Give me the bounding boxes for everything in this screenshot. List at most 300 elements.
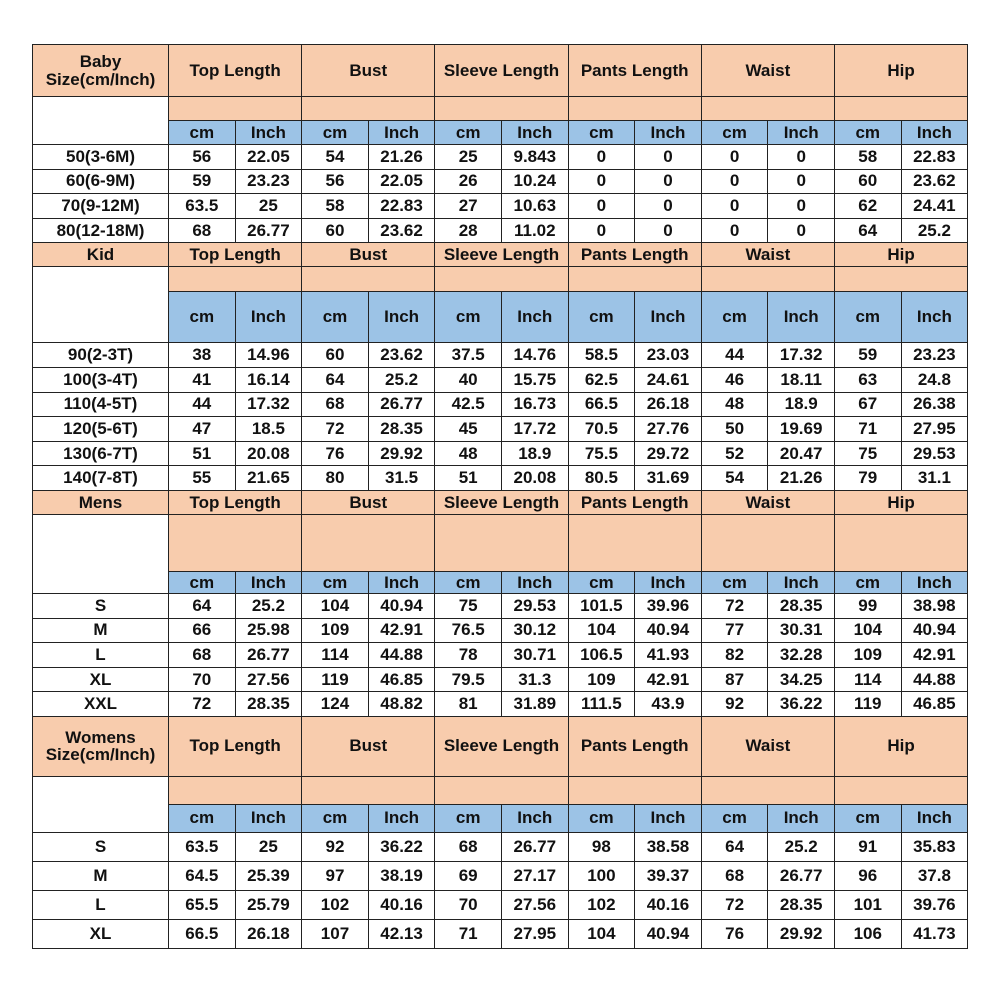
table-row <box>33 194 968 219</box>
section-header-row <box>33 243 968 267</box>
band-cell <box>302 267 435 292</box>
value-cell: 22.83 <box>901 145 968 170</box>
value-cell: 40.94 <box>901 618 968 643</box>
unit-cell: Inch <box>501 571 568 593</box>
value-cell: 92 <box>701 692 768 717</box>
value-cell: 72 <box>701 890 768 919</box>
band-cell <box>302 97 435 121</box>
column-header: Bust <box>302 243 435 267</box>
value-cell: 16.14 <box>235 367 302 392</box>
value-cell: 76 <box>701 919 768 948</box>
value-cell: 20.08 <box>235 441 302 466</box>
value-cell: 40 <box>435 367 502 392</box>
table-row <box>33 692 968 717</box>
table-row <box>33 667 968 692</box>
band-cell <box>435 514 568 571</box>
value-cell: 17.32 <box>768 343 835 368</box>
value-cell: 30.12 <box>501 618 568 643</box>
unit-cell: Inch <box>368 292 435 343</box>
value-cell: 27.76 <box>635 417 702 442</box>
column-header: Pants Length <box>568 243 701 267</box>
size-cell: 70(9-12M) <box>33 194 169 219</box>
value-cell: 0 <box>768 145 835 170</box>
value-cell: 29.92 <box>768 919 835 948</box>
value-cell: 26.77 <box>235 643 302 668</box>
column-header: Hip <box>834 490 967 514</box>
size-cell: M <box>33 861 169 890</box>
unit-cell: Inch <box>501 292 568 343</box>
column-header: Hip <box>834 716 967 776</box>
value-cell: 29.53 <box>501 593 568 618</box>
band-cell <box>302 776 435 804</box>
value-cell: 39.96 <box>635 593 702 618</box>
value-cell: 31.3 <box>501 667 568 692</box>
value-cell: 0 <box>635 218 702 243</box>
value-cell: 25 <box>435 145 502 170</box>
size-cell: 80(12-18M) <box>33 218 169 243</box>
column-header: Waist <box>701 490 834 514</box>
value-cell: 48.82 <box>368 692 435 717</box>
value-cell: 27.95 <box>901 417 968 442</box>
value-cell: 42.13 <box>368 919 435 948</box>
value-cell: 26.77 <box>501 832 568 861</box>
value-cell: 109 <box>834 643 901 668</box>
value-cell: 19.69 <box>768 417 835 442</box>
value-cell: 42.91 <box>368 618 435 643</box>
value-cell: 54 <box>302 145 369 170</box>
value-cell: 40.16 <box>368 890 435 919</box>
unit-cell: cm <box>701 292 768 343</box>
value-cell: 26.38 <box>901 392 968 417</box>
value-cell: 22.05 <box>235 145 302 170</box>
value-cell: 55 <box>169 466 236 491</box>
value-cell: 60 <box>302 343 369 368</box>
unit-cell: Inch <box>901 804 968 832</box>
unit-cell: Inch <box>368 804 435 832</box>
value-cell: 66.5 <box>568 392 635 417</box>
value-cell: 25.2 <box>901 218 968 243</box>
value-cell: 104 <box>302 593 369 618</box>
band-cell <box>435 97 568 121</box>
value-cell: 104 <box>834 618 901 643</box>
section-header-row <box>33 716 968 776</box>
value-cell: 18.9 <box>501 441 568 466</box>
value-cell: 28.35 <box>235 692 302 717</box>
value-cell: 70 <box>169 667 236 692</box>
unit-cell: Inch <box>235 804 302 832</box>
size-cell: S <box>33 832 169 861</box>
value-cell: 23.62 <box>368 218 435 243</box>
value-cell: 0 <box>701 169 768 194</box>
value-cell: 27.56 <box>235 667 302 692</box>
value-cell: 109 <box>568 667 635 692</box>
unit-cell: Inch <box>901 121 968 145</box>
value-cell: 41.73 <box>901 919 968 948</box>
value-cell: 39.37 <box>635 861 702 890</box>
value-cell: 109 <box>302 618 369 643</box>
table-row <box>33 618 968 643</box>
unit-cell: cm <box>302 121 369 145</box>
value-cell: 0 <box>768 194 835 219</box>
value-cell: 72 <box>302 417 369 442</box>
section-label <box>33 45 169 97</box>
column-header: Pants Length <box>568 490 701 514</box>
value-cell: 38.19 <box>368 861 435 890</box>
value-cell: 99 <box>834 593 901 618</box>
band-cell <box>834 776 967 804</box>
value-cell: 27.95 <box>501 919 568 948</box>
section-label-line: Mens <box>78 492 123 512</box>
value-cell: 15.75 <box>501 367 568 392</box>
value-cell: 17.32 <box>235 392 302 417</box>
value-cell: 59 <box>834 343 901 368</box>
column-header: Sleeve Length <box>435 490 568 514</box>
value-cell: 24.61 <box>635 367 702 392</box>
table-row <box>33 832 968 861</box>
value-cell: 68 <box>169 643 236 668</box>
value-cell: 56 <box>302 169 369 194</box>
value-cell: 44 <box>169 392 236 417</box>
value-cell: 26.77 <box>368 392 435 417</box>
unit-cell: cm <box>834 292 901 343</box>
band-cell <box>435 776 568 804</box>
value-cell: 26 <box>435 169 502 194</box>
column-header: Bust <box>302 45 435 97</box>
size-chart-table <box>32 44 968 949</box>
unit-cell: cm <box>435 571 502 593</box>
value-cell: 0 <box>768 169 835 194</box>
value-cell: 40.94 <box>635 919 702 948</box>
value-cell: 80 <box>302 466 369 491</box>
value-cell: 52 <box>701 441 768 466</box>
table-row <box>33 367 968 392</box>
value-cell: 44.88 <box>901 667 968 692</box>
table-row <box>33 392 968 417</box>
band-cell <box>568 97 701 121</box>
value-cell: 0 <box>568 218 635 243</box>
unit-row <box>33 121 968 145</box>
blank-cell <box>33 776 169 832</box>
value-cell: 25.39 <box>235 861 302 890</box>
unit-cell: Inch <box>501 804 568 832</box>
value-cell: 0 <box>701 194 768 219</box>
band-cell <box>568 514 701 571</box>
value-cell: 10.63 <box>501 194 568 219</box>
size-cell: L <box>33 643 169 668</box>
value-cell: 64 <box>302 367 369 392</box>
column-header: Bust <box>302 716 435 776</box>
size-cell: S <box>33 593 169 618</box>
value-cell: 67 <box>834 392 901 417</box>
unit-row <box>33 804 968 832</box>
value-cell: 58.5 <box>568 343 635 368</box>
value-cell: 51 <box>435 466 502 491</box>
color-band-row <box>33 514 968 571</box>
value-cell: 27 <box>435 194 502 219</box>
unit-cell: Inch <box>635 804 702 832</box>
unit-cell: cm <box>169 571 236 593</box>
value-cell: 66 <box>169 618 236 643</box>
value-cell: 25 <box>235 832 302 861</box>
value-cell: 101 <box>834 890 901 919</box>
value-cell: 72 <box>701 593 768 618</box>
value-cell: 10.24 <box>501 169 568 194</box>
value-cell: 75 <box>834 441 901 466</box>
value-cell: 31.5 <box>368 466 435 491</box>
unit-cell: cm <box>834 121 901 145</box>
value-cell: 30.31 <box>768 618 835 643</box>
band-cell <box>568 776 701 804</box>
value-cell: 18.5 <box>235 417 302 442</box>
value-cell: 54 <box>701 466 768 491</box>
section-label-line: Kid <box>86 244 115 264</box>
unit-cell: cm <box>169 804 236 832</box>
unit-cell: Inch <box>901 571 968 593</box>
section-label-line: Baby <box>79 51 122 71</box>
band-cell <box>169 97 302 121</box>
value-cell: 42.5 <box>435 392 502 417</box>
column-header: Top Length <box>169 716 302 776</box>
value-cell: 75 <box>435 593 502 618</box>
value-cell: 75.5 <box>568 441 635 466</box>
value-cell: 18.9 <box>768 392 835 417</box>
size-cell: 50(3-6M) <box>33 145 169 170</box>
value-cell: 30.71 <box>501 643 568 668</box>
band-cell <box>834 267 967 292</box>
column-header: Hip <box>834 243 967 267</box>
value-cell: 14.76 <box>501 343 568 368</box>
unit-cell: cm <box>302 571 369 593</box>
unit-cell: cm <box>435 292 502 343</box>
value-cell: 22.05 <box>368 169 435 194</box>
blank-cell <box>33 267 169 343</box>
value-cell: 60 <box>302 218 369 243</box>
section-label <box>33 716 169 776</box>
value-cell: 68 <box>302 392 369 417</box>
value-cell: 37.8 <box>901 861 968 890</box>
value-cell: 66.5 <box>169 919 236 948</box>
value-cell: 60 <box>834 169 901 194</box>
unit-cell: Inch <box>235 121 302 145</box>
value-cell: 50 <box>701 417 768 442</box>
value-cell: 107 <box>302 919 369 948</box>
value-cell: 41.93 <box>635 643 702 668</box>
unit-cell: cm <box>834 571 901 593</box>
value-cell: 24.8 <box>901 367 968 392</box>
value-cell: 69 <box>435 861 502 890</box>
unit-cell: Inch <box>901 292 968 343</box>
value-cell: 28 <box>435 218 502 243</box>
value-cell: 29.92 <box>368 441 435 466</box>
value-cell: 47 <box>169 417 236 442</box>
size-cell: L <box>33 890 169 919</box>
band-cell <box>701 97 834 121</box>
unit-cell: cm <box>435 804 502 832</box>
value-cell: 23.62 <box>368 343 435 368</box>
value-cell: 25.2 <box>235 593 302 618</box>
value-cell: 64 <box>169 593 236 618</box>
value-cell: 59 <box>169 169 236 194</box>
band-cell <box>169 776 302 804</box>
value-cell: 106.5 <box>568 643 635 668</box>
value-cell: 21.26 <box>768 466 835 491</box>
value-cell: 43.9 <box>635 692 702 717</box>
column-header: Top Length <box>169 490 302 514</box>
band-cell <box>302 514 435 571</box>
blank-cell <box>33 514 169 593</box>
color-band-row <box>33 97 968 121</box>
value-cell: 46.85 <box>901 692 968 717</box>
value-cell: 38.58 <box>635 832 702 861</box>
value-cell: 26.18 <box>635 392 702 417</box>
value-cell: 64 <box>834 218 901 243</box>
unit-cell: Inch <box>635 571 702 593</box>
value-cell: 26.18 <box>235 919 302 948</box>
size-cell: 90(2-3T) <box>33 343 169 368</box>
table-row <box>33 343 968 368</box>
size-cell: 120(5-6T) <box>33 417 169 442</box>
value-cell: 42.91 <box>635 667 702 692</box>
table-row <box>33 466 968 491</box>
value-cell: 28.35 <box>768 890 835 919</box>
value-cell: 23.23 <box>235 169 302 194</box>
unit-cell: cm <box>568 292 635 343</box>
value-cell: 0 <box>635 169 702 194</box>
band-cell <box>435 267 568 292</box>
value-cell: 104 <box>568 618 635 643</box>
column-header: Pants Length <box>568 45 701 97</box>
column-header: Hip <box>834 45 967 97</box>
value-cell: 36.22 <box>768 692 835 717</box>
value-cell: 26.77 <box>235 218 302 243</box>
column-header: Sleeve Length <box>435 716 568 776</box>
value-cell: 62.5 <box>568 367 635 392</box>
column-header: Waist <box>701 243 834 267</box>
value-cell: 25.79 <box>235 890 302 919</box>
column-header: Sleeve Length <box>435 243 568 267</box>
table-row <box>33 169 968 194</box>
unit-cell: Inch <box>235 571 302 593</box>
value-cell: 41 <box>169 367 236 392</box>
value-cell: 17.72 <box>501 417 568 442</box>
value-cell: 81 <box>435 692 502 717</box>
value-cell: 65.5 <box>169 890 236 919</box>
value-cell: 63.5 <box>169 194 236 219</box>
value-cell: 102 <box>302 890 369 919</box>
section-label-line: Womens <box>65 727 136 747</box>
table-row <box>33 919 968 948</box>
value-cell: 46.85 <box>368 667 435 692</box>
value-cell: 29.72 <box>635 441 702 466</box>
section-header-row <box>33 45 968 97</box>
unit-cell: cm <box>302 292 369 343</box>
column-header: Waist <box>701 716 834 776</box>
table-row <box>33 218 968 243</box>
value-cell: 77 <box>701 618 768 643</box>
value-cell: 64 <box>701 832 768 861</box>
value-cell: 70 <box>435 890 502 919</box>
value-cell: 68 <box>701 861 768 890</box>
unit-cell: cm <box>701 804 768 832</box>
section-label <box>33 490 169 514</box>
value-cell: 20.47 <box>768 441 835 466</box>
value-cell: 34.25 <box>768 667 835 692</box>
value-cell: 28.35 <box>768 593 835 618</box>
size-cell: XL <box>33 919 169 948</box>
value-cell: 18.11 <box>768 367 835 392</box>
unit-cell: Inch <box>768 292 835 343</box>
table-row <box>33 861 968 890</box>
value-cell: 82 <box>701 643 768 668</box>
value-cell: 39.76 <box>901 890 968 919</box>
band-cell <box>834 514 967 571</box>
unit-cell: cm <box>834 804 901 832</box>
value-cell: 119 <box>834 692 901 717</box>
value-cell: 0 <box>568 145 635 170</box>
value-cell: 24.41 <box>901 194 968 219</box>
value-cell: 28.35 <box>368 417 435 442</box>
value-cell: 45 <box>435 417 502 442</box>
value-cell: 56 <box>169 145 236 170</box>
value-cell: 63.5 <box>169 832 236 861</box>
value-cell: 101.5 <box>568 593 635 618</box>
band-cell <box>169 267 302 292</box>
value-cell: 25.2 <box>768 832 835 861</box>
table-row <box>33 145 968 170</box>
unit-row <box>33 292 968 343</box>
color-band-row <box>33 267 968 292</box>
value-cell: 44 <box>701 343 768 368</box>
section-header-row <box>33 490 968 514</box>
section-label-line: Size(cm/Inch) <box>45 69 156 89</box>
value-cell: 58 <box>834 145 901 170</box>
unit-cell: cm <box>169 121 236 145</box>
value-cell: 40.16 <box>635 890 702 919</box>
value-cell: 38.98 <box>901 593 968 618</box>
unit-cell: Inch <box>368 121 435 145</box>
value-cell: 23.03 <box>635 343 702 368</box>
table-row <box>33 643 968 668</box>
value-cell: 79 <box>834 466 901 491</box>
value-cell: 78 <box>435 643 502 668</box>
value-cell: 31.1 <box>901 466 968 491</box>
value-cell: 48 <box>435 441 502 466</box>
value-cell: 62 <box>834 194 901 219</box>
value-cell: 111.5 <box>568 692 635 717</box>
value-cell: 27.17 <box>501 861 568 890</box>
blank-cell <box>33 97 169 145</box>
unit-cell: Inch <box>768 571 835 593</box>
value-cell: 0 <box>768 218 835 243</box>
unit-cell: cm <box>568 121 635 145</box>
value-cell: 114 <box>302 643 369 668</box>
value-cell: 114 <box>834 667 901 692</box>
value-cell: 76 <box>302 441 369 466</box>
band-cell <box>834 97 967 121</box>
value-cell: 63 <box>834 367 901 392</box>
value-cell: 72 <box>169 692 236 717</box>
value-cell: 11.02 <box>501 218 568 243</box>
value-cell: 14.96 <box>235 343 302 368</box>
column-header: Waist <box>701 45 834 97</box>
value-cell: 91 <box>834 832 901 861</box>
value-cell: 0 <box>701 145 768 170</box>
value-cell: 25 <box>235 194 302 219</box>
value-cell: 32.28 <box>768 643 835 668</box>
value-cell: 87 <box>701 667 768 692</box>
unit-cell: cm <box>435 121 502 145</box>
size-cell: 110(4-5T) <box>33 392 169 417</box>
